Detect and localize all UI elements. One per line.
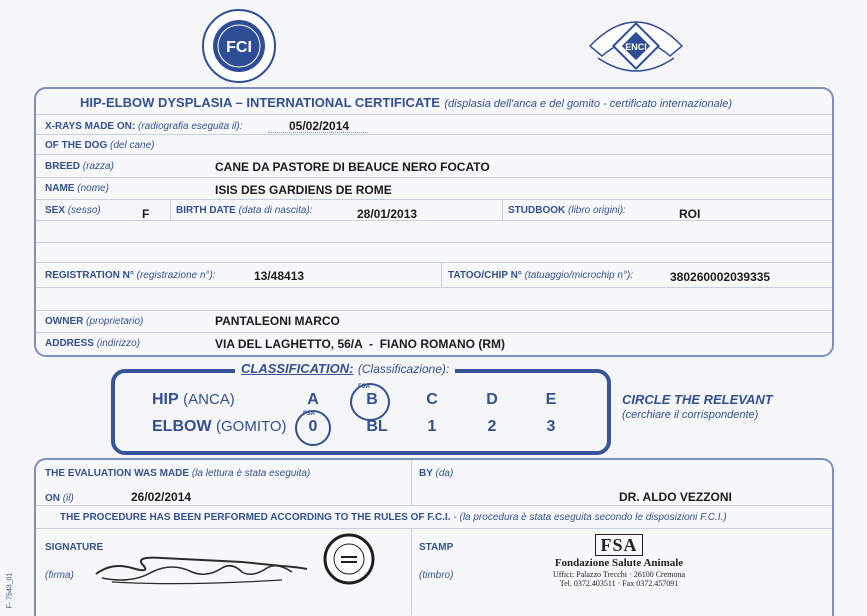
sex-label: SEX (sesso) bbox=[45, 205, 101, 216]
evaluation-on-label: ON (il) bbox=[45, 493, 74, 504]
enci-logo bbox=[580, 6, 692, 84]
by-value: DR. ALDO VEZZONI bbox=[619, 490, 732, 504]
address-label: ADDRESS (indirizzo) bbox=[45, 338, 141, 349]
xrays-date: 05/02/2014 bbox=[289, 119, 350, 133]
evaluation-date: 26/02/2014 bbox=[131, 490, 192, 504]
tatoo-label: TATOO/CHIP N° (tatuaggio/microchip n°): bbox=[448, 270, 634, 281]
form-code: F- 7543_01 bbox=[6, 572, 14, 609]
reading-centre-seal bbox=[323, 533, 375, 585]
hip-grade-d: D bbox=[486, 391, 498, 408]
elbow-grade-3: 3 bbox=[546, 418, 556, 435]
title-subtitle: (displasia dell'anca e del gomito - certificato internazionale) bbox=[444, 98, 733, 110]
hip-grade-b: B bbox=[366, 391, 378, 408]
enci-logo-text: ENCI bbox=[625, 42, 647, 52]
elbow-row-label: ELBOW (GOMITO) bbox=[152, 418, 287, 435]
studbook-value: ROI bbox=[679, 207, 701, 221]
title-text: HIP-ELBOW DYSPLASIA – INTERNATIONAL CERTIFICATE bbox=[80, 95, 440, 110]
fsa-stamp-logo: FSA bbox=[595, 534, 642, 556]
birth-label: BIRTH DATE (data di nascita): bbox=[176, 205, 313, 216]
fci-logo bbox=[201, 8, 277, 84]
stamp-label-it: (timbro) bbox=[419, 570, 454, 581]
owner-label: OWNER (proprietario) bbox=[45, 316, 144, 327]
elbow-grade-2: 2 bbox=[487, 418, 497, 435]
breed-value: CANE DA PASTORE DI BEAUCE NERO FOCATO bbox=[215, 160, 490, 174]
hip-grade-e: E bbox=[545, 391, 557, 408]
sex-value: F bbox=[142, 207, 150, 221]
dog-section-label: OF THE DOG (del cane) bbox=[45, 140, 155, 151]
evaluation-panel bbox=[34, 458, 834, 616]
tatoo-value: 380260002039335 bbox=[670, 270, 771, 284]
elbow-fsa-stamp-text: FSA bbox=[303, 411, 315, 417]
handwritten-signature bbox=[92, 544, 322, 586]
hip-row-label: HIP (ANCA) bbox=[152, 391, 235, 408]
hip-fsa-stamp-text: FSA bbox=[358, 384, 370, 390]
xrays-label: X-RAYS MADE ON: (radiografia eseguita il): bbox=[45, 121, 243, 132]
certificate-title bbox=[80, 94, 800, 112]
elbow-grade-0: 0 bbox=[308, 418, 318, 435]
name-value: ISIS DES GARDIENS DE ROME bbox=[215, 183, 392, 197]
classification-title: CLASSIFICATION: (Classificazione): bbox=[235, 360, 455, 378]
evaluation-label: THE EVALUATION WAS MADE (la lettura è stata eseguita) bbox=[45, 468, 311, 479]
breed-label: BREED (razza) bbox=[45, 161, 114, 172]
elbow-grade-1: 1 bbox=[427, 418, 437, 435]
registration-label: REGISTRATION N° (registrazione n°): bbox=[45, 270, 216, 281]
hip-selected-ring bbox=[350, 383, 390, 421]
fsa-stamp bbox=[524, 534, 714, 588]
fsa-stamp-phone: Tel. 0372.403511 · Fax 0372.457091 bbox=[559, 579, 679, 588]
hip-grade-c: C bbox=[426, 391, 438, 408]
birth-value: 28/01/2013 bbox=[357, 207, 418, 221]
by-label: BY (da) bbox=[419, 468, 454, 479]
fsa-stamp-address: Uffici: Palazzo Trecchi · 26100 Cremona bbox=[552, 570, 686, 579]
address-value: VIA DEL LAGHETTO, 56/A - FIANO ROMANO (RM) bbox=[215, 337, 506, 351]
fci-logo-text: FCI bbox=[226, 39, 252, 56]
procedure-text: THE PROCEDURE HAS BEEN PERFORMED ACCORDING TO THE RULES OF F.C.I. - (la procedura è stata eseguita secondo le disposizioni F.C.I.) bbox=[60, 512, 727, 523]
owner-value: PANTALEONI MARCO bbox=[215, 314, 340, 328]
name-label: NAME (nome) bbox=[45, 183, 109, 194]
hip-grade-a: A bbox=[307, 391, 319, 408]
circle-note: CIRCLE THE RELEVANT (cerchiare il corrispondente) bbox=[622, 392, 773, 421]
elbow-grade-bl: BL bbox=[366, 418, 388, 435]
studbook-label: STUDBOOK (libro origini): bbox=[508, 205, 626, 216]
fsa-stamp-org: Fondazione Salute Animale bbox=[554, 557, 684, 569]
registration-value: 13/48413 bbox=[254, 269, 305, 283]
signature-label-it: (firma) bbox=[45, 570, 74, 581]
stamp-label: STAMP bbox=[419, 542, 454, 553]
signature-label: SIGNATURE bbox=[45, 542, 104, 553]
